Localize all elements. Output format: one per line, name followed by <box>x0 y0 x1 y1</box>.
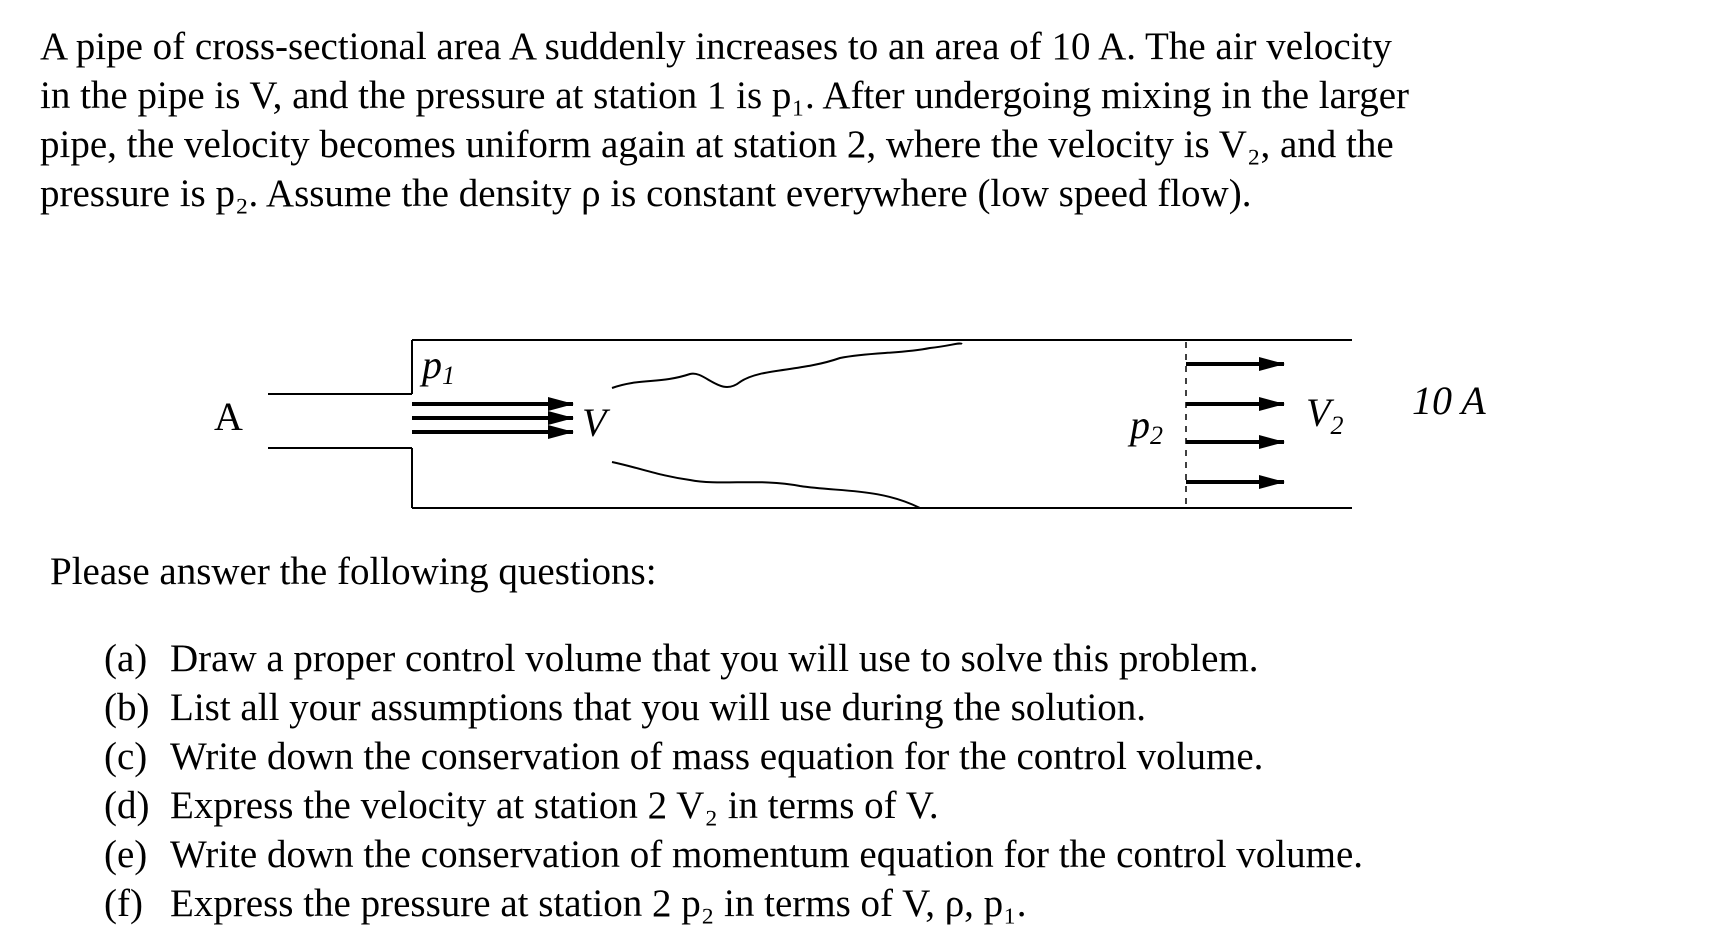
lower-shear-layer <box>612 462 920 508</box>
outlet-velocity-label: $V_2$ <box>1306 390 1344 440</box>
upper-shear-layer <box>612 343 962 388</box>
question-text: List all your assumptions that you will use during the solution. <box>170 686 1147 729</box>
question-letter: (b) <box>104 686 150 729</box>
question-letter: (d) <box>104 784 150 827</box>
pipe-expansion-figure <box>0 320 1736 520</box>
question-letter: (a) <box>104 637 148 680</box>
question-f <box>104 879 1363 928</box>
problem-line-4: pressure is p₂. Assume the density ρ is constant everywhere (low speed flow). <box>40 172 1252 215</box>
question-text: Write down the conservation of mass equation for the control volume. <box>170 735 1264 778</box>
question-c <box>104 732 1363 781</box>
problem-line-3: pipe, the velocity becomes uniform again at station 2, where the velocity is V₂, and the <box>40 123 1394 166</box>
question-text: Express the pressure at station 2 p₂ in terms of V, ρ, p₁. <box>170 882 1027 925</box>
pipe-diagram <box>0 320 1736 520</box>
question-e <box>104 830 1363 879</box>
problem-line-1: A pipe of cross-sectional area A suddenly increases to an area of 10 A. The air velocity <box>40 25 1392 68</box>
question-d <box>104 781 1363 830</box>
p1-label: p1 <box>422 342 455 390</box>
question-letter: (e) <box>104 833 148 876</box>
problem-line-2: in the pipe is V, and the pressure at station 1 is p₁. After undergoing mixing in the larger <box>40 74 1409 117</box>
inlet-velocity-label: V <box>582 400 607 445</box>
question-text: Write down the conservation of momentum equation for the control volume. <box>170 833 1364 876</box>
question-text: Draw a proper control volume that you will use to solve this problem. <box>170 637 1259 680</box>
question-a <box>104 634 1363 683</box>
question-list <box>104 634 1363 928</box>
large-area-label: 10 A <box>1412 378 1486 423</box>
small-area-label: A <box>214 394 243 439</box>
question-b <box>104 683 1363 732</box>
questions-prompt: Please answer the following questions: <box>50 550 657 593</box>
question-letter: (c) <box>104 735 148 778</box>
problem-statement <box>40 22 1690 218</box>
question-letter: (f) <box>104 882 143 925</box>
question-text: Express the velocity at station 2 V₂ in terms of V. <box>170 784 939 827</box>
p2-label: p2 <box>1130 402 1163 450</box>
